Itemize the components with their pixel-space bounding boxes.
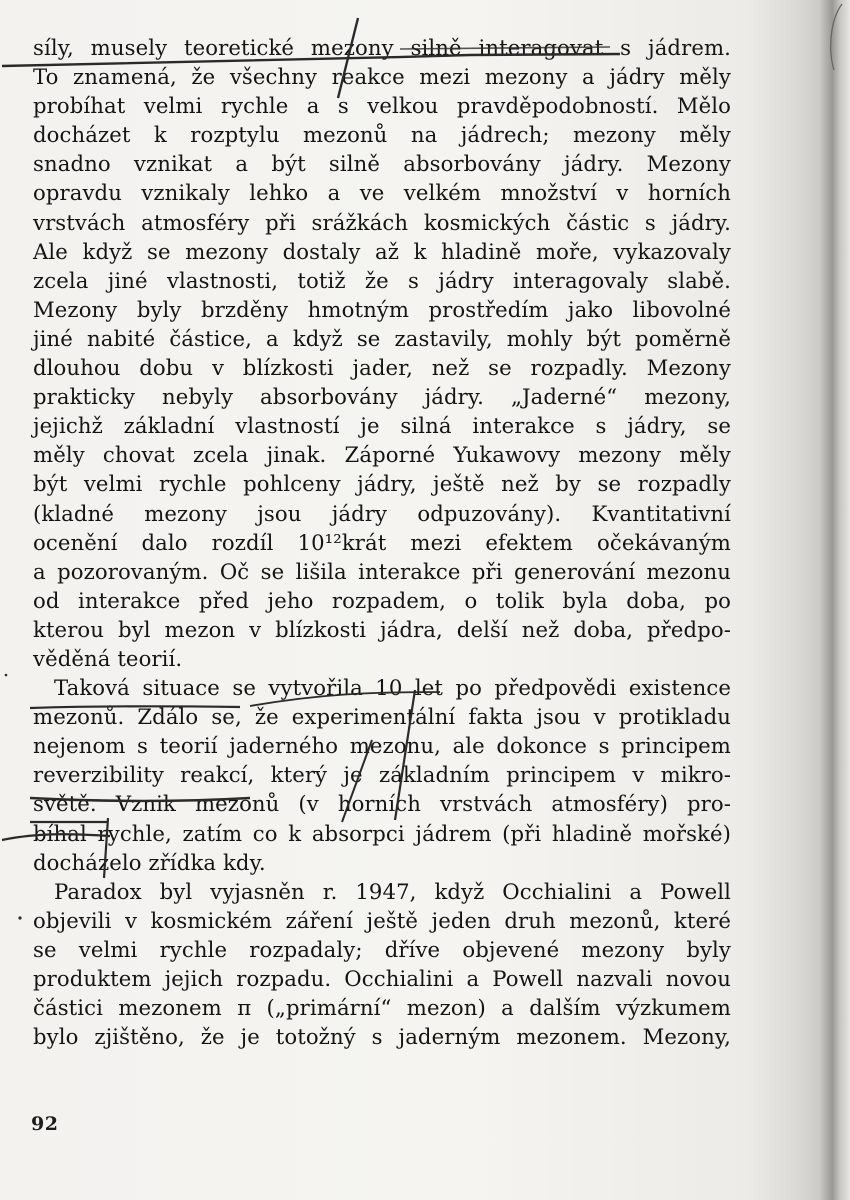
text-line: věděná teorií. [33,645,183,671]
text-line: měly chovat zcela jinak. Záporné Yukawovy mezony měly [33,442,731,468]
margin-dot [18,916,21,919]
text-line: Mezony byly brzděny hmotným prostředím jako libovolné [33,296,731,322]
text-line: Taková situace se vytvořila 10 let po předpovědi existence [54,675,731,701]
body-text [33,33,731,1051]
text-line: být velmi rychle pohlceny jádry, ještě než by se rozpadly [33,471,731,497]
paragraph-3 [33,877,731,1052]
page-number: 92 [31,1113,59,1135]
book-binding-shadow [818,0,850,1200]
margin-dot-2 [5,674,8,677]
text-line: produktem jejich rozpadu. Occhialini a Powell nazvali novou [33,966,731,991]
text-line: mezonů. Zdálo se, že experimentální fakta jsou v protikladu [33,704,731,730]
text-line: Ale když se mezony dostaly až k hladině moře, vykazovaly [33,238,731,264]
text-line: jiné nabité částice, a když se zastavily, mohly být poměrně [33,325,731,351]
text-line: bylo zjištěno, že je totožný s jaderným mezonem. Mezony, [33,1024,731,1050]
text-line: jejichž základní vlastností je silná interakce s jádry, se [33,413,731,439]
text-line: ocenění dalo rozdíl 10¹²krát mezi efektem očekávaným [33,529,731,555]
text-line: dlouhou dobu v blízkosti jader, než se rozpadly. Mezony [33,355,731,381]
text-line: nejenom s teorií jaderného mezonu, ale dokonce s principem [33,733,731,759]
text-line: od interakce před jeho rozpadem, o tolik byla doba, po [33,587,731,613]
text-line: docházelo zřídka kdy. [33,849,266,875]
text-line: opravdu vznikaly lehko a ve velkém množství v horních [33,180,731,206]
text-line: objevili v kosmickém záření ještě jeden druh mezonů, které [33,907,731,933]
text-line: částici mezonem π („primární“ mezon) a dalším výzkumem [33,995,731,1021]
text-line: síly, musely teoretické mezony silně interagovat s jádrem. [33,35,731,60]
text-line: To znamená, že všechny reakce mezi mezony a jádry měly [33,64,731,90]
text-line: probíhat velmi rychle a s velkou pravděpodobností. Mělo [33,93,731,119]
text-line: a pozorovaným. Oč se lišila interakce při generování mezonu [33,558,731,584]
text-line: bíhal rychle, zatím co k absorpci jádrem (při hladině mořské) [33,820,731,846]
next-page-edge [820,0,846,120]
text-line: prakticky nebyly absorbovány jádry. „Jaderné“ mezony, [33,384,731,410]
text-line: světě. Vznik mezonů (v horních vrstvách atmosféry) pro- [33,791,731,817]
text-line: kterou byl mezon v blízkosti jádra, delší než doba, předpo- [33,616,731,642]
text-line: (kladné mezony jsou jádry odpuzovány). Kvantitativní [33,500,731,526]
text-line: vrstvách atmosféry při srážkách kosmických částic s jádry. [33,209,731,235]
paragraph-1 [33,33,731,673]
text-line: reverzibility reakcí, který je základním principem v mikro- [33,762,731,788]
text-line: se velmi rychle rozpadaly; dříve objevené mezony byly [33,936,731,962]
text-line: zcela jiné vlastnosti, totiž že s jádry interagovaly slabě. [33,267,731,293]
text-line: Paradox byl vyjasněn r. 1947, když Occhialini a Powell [54,878,731,904]
text-line: docházet k rozptylu mezonů na jádrech; mezony měly [33,122,731,148]
paragraph-2 [33,673,731,877]
text-line: snadno vznikat a být silně absorbovány jádry. Mezony [33,151,731,177]
